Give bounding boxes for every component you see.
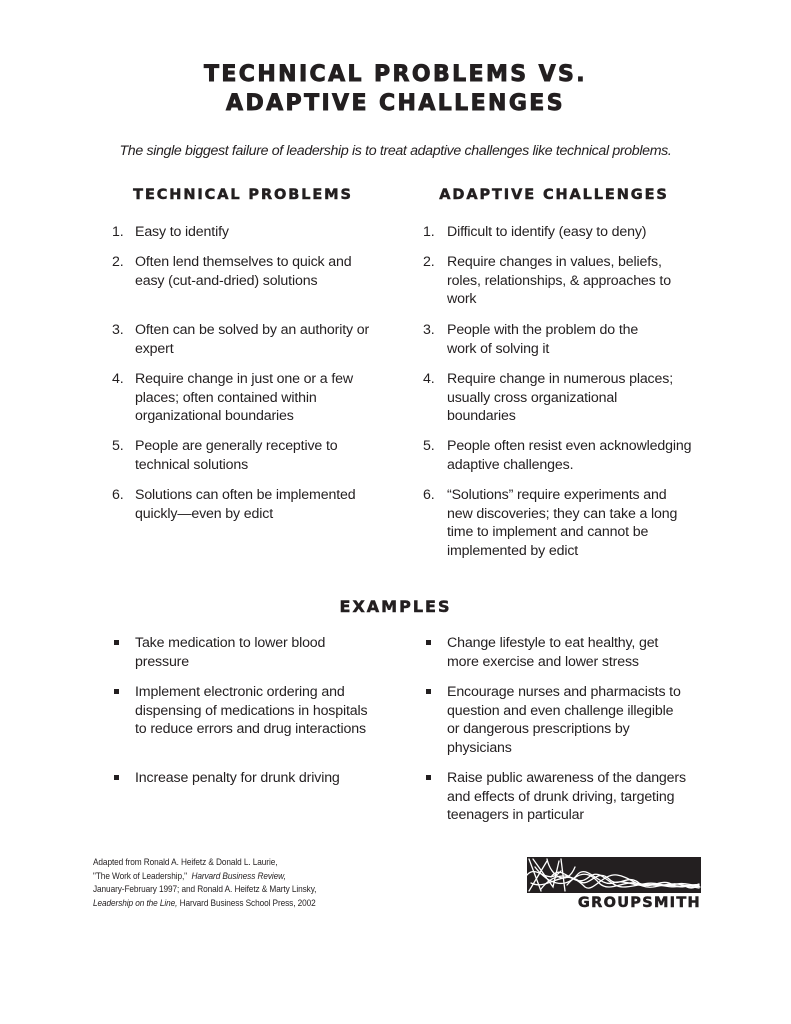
item-text: Require change in numerous places; usually cross organizational boundaries bbox=[447, 371, 673, 424]
item-text: Often can be solved by an authority or expert bbox=[135, 322, 370, 357]
citation-line-1: Adapted from Ronald A. Heifetz & Donald L. Laurie, bbox=[93, 857, 278, 867]
item-text: Take medication to lower blood pressure bbox=[135, 635, 326, 670]
item-number: 1. bbox=[112, 224, 124, 240]
examples-heading: EXAMPLES bbox=[339, 597, 452, 616]
item-text: Change lifestyle to eat healthy, get more exercise and lower stress bbox=[447, 635, 659, 670]
square-bullet-icon bbox=[426, 640, 431, 645]
book-title: Leadership on the Line, bbox=[93, 897, 178, 908]
page-title bbox=[0, 60, 791, 118]
citation-line-3: January-February 1997; and Ronald A. Heifetz & Marty Linsky, bbox=[93, 884, 317, 894]
item-text: People are generally receptive to technical solutions bbox=[135, 438, 338, 473]
square-bullet-icon bbox=[426, 775, 431, 780]
item-text: Implement electronic ordering and dispensing of medications in hospitals to reduce errors and drug interactions bbox=[135, 684, 368, 737]
item-text: Require changes in values, beliefs, roles, relationships, & approaches to work bbox=[447, 254, 671, 307]
item-text: Often lend themselves to quick and easy (cut-and-dried) solutions bbox=[135, 254, 352, 289]
technical-problems-heading: TECHNICAL PROBLEMS bbox=[133, 187, 353, 203]
item-text: Increase penalty for drunk driving bbox=[135, 770, 340, 786]
item-text: “Solutions” require experiments and new discoveries; they can take a long time to implement and cannot be implemented by edict bbox=[447, 487, 678, 559]
item-text: Easy to identify bbox=[135, 224, 229, 240]
title-line-1: TECHNICAL PROBLEMS VS. bbox=[203, 62, 588, 87]
item-text: People with the problem do the work of solving it bbox=[447, 322, 639, 357]
item-number: 2. bbox=[423, 254, 435, 270]
wave-lines-icon bbox=[527, 857, 701, 893]
item-number: 1. bbox=[423, 224, 435, 240]
subtitle: The single biggest failure of leadership is to treat adaptive challenges like technical problems. bbox=[119, 143, 672, 159]
item-number: 5. bbox=[423, 438, 435, 454]
item-text: Raise public awareness of the dangers and effects of drunk driving, targeting teenagers in particular bbox=[447, 770, 686, 823]
citation-line-2 bbox=[93, 870, 316, 884]
square-bullet-icon bbox=[114, 689, 119, 694]
source-citation bbox=[93, 856, 316, 910]
item-text: People often resist even acknowledging adaptive challenges. bbox=[447, 438, 692, 473]
article-title: "The Work of Leadership," bbox=[93, 870, 188, 881]
publisher: Harvard Business School Press, 2002 bbox=[179, 897, 316, 908]
item-number: 6. bbox=[112, 487, 124, 503]
logo-wordmark: GROUPSMITH bbox=[577, 895, 701, 911]
item-text: Solutions can often be implemented quickly—even by edict bbox=[135, 487, 356, 522]
item-number: 6. bbox=[423, 487, 435, 503]
item-text: Difficult to identify (easy to deny) bbox=[447, 224, 647, 240]
item-number: 4. bbox=[112, 371, 124, 387]
citation-line-4 bbox=[93, 897, 316, 911]
item-number: 2. bbox=[112, 254, 124, 270]
item-number: 4. bbox=[423, 371, 435, 387]
square-bullet-icon bbox=[114, 640, 119, 645]
journal-name: Harvard Business Review, bbox=[191, 870, 286, 881]
item-number: 3. bbox=[423, 322, 435, 338]
groupsmith-logo bbox=[527, 857, 701, 915]
item-number: 3. bbox=[112, 322, 124, 338]
item-text: Require change in just one or a few places; often contained within organizational boundaries bbox=[135, 371, 353, 424]
adaptive-challenges-heading: ADAPTIVE CHALLENGES bbox=[439, 187, 669, 203]
square-bullet-icon bbox=[114, 775, 119, 780]
item-text: Encourage nurses and pharmacists to question and even challenge illegible or dangerous prescriptions by physicians bbox=[447, 684, 681, 756]
item-number: 5. bbox=[112, 438, 124, 454]
title-line-2: ADAPTIVE CHALLENGES bbox=[226, 91, 565, 116]
square-bullet-icon bbox=[426, 689, 431, 694]
logo-wave-graphic bbox=[527, 857, 701, 893]
